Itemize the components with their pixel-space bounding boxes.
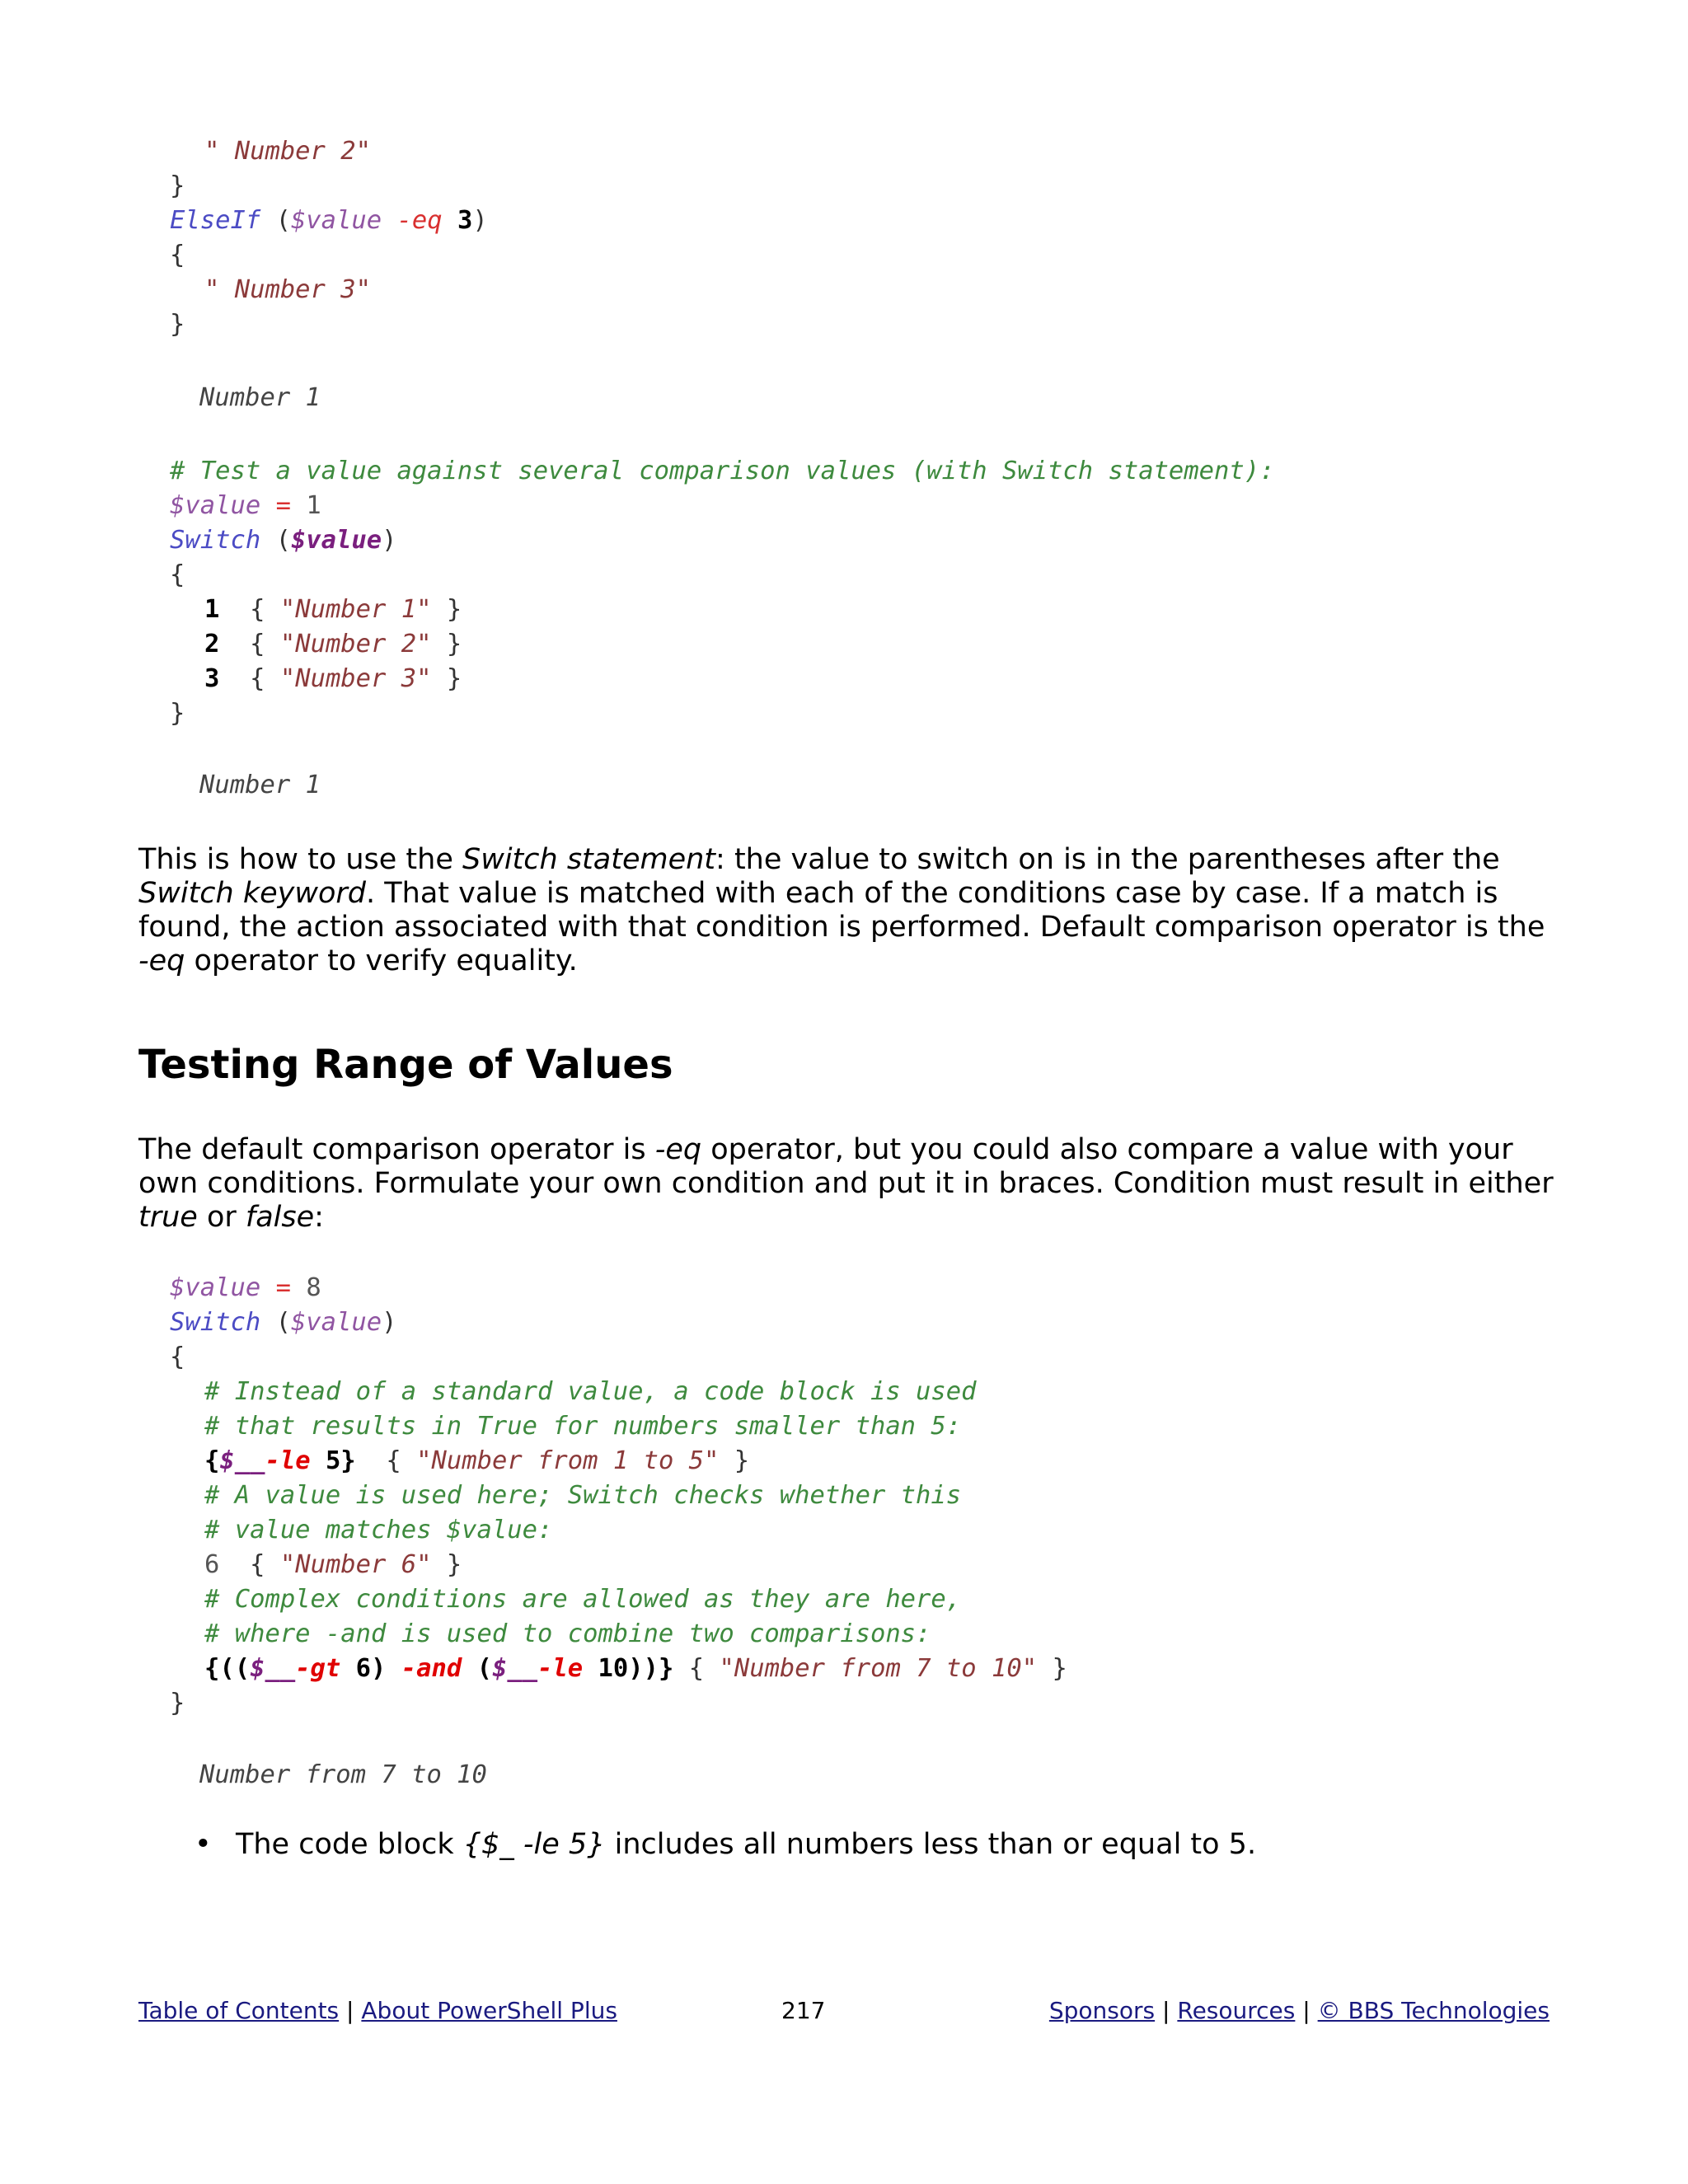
code-line [170, 558, 185, 593]
emphasis: -eq [654, 1133, 702, 1166]
code-brace: } [170, 310, 185, 339]
code-line [170, 1271, 321, 1305]
footer-left [138, 1996, 617, 2026]
code-string: " Number 3" [204, 275, 371, 304]
code-operator: -eq [396, 206, 443, 235]
emphasis: Switch statement [462, 843, 716, 876]
code-line [170, 204, 488, 238]
code-line [170, 1444, 749, 1479]
footer-link-copyright[interactable]: © BBS Technologies [1317, 1997, 1550, 2024]
code-brace: { [250, 664, 265, 693]
code-line [170, 1375, 977, 1409]
code-operator: -gt [295, 1654, 341, 1683]
code-brace: } [170, 1689, 185, 1718]
code-string: "Number 3" [279, 664, 432, 693]
code-variable: $value [290, 206, 382, 235]
emphasis: {$_ -le 5} [462, 1828, 606, 1861]
footer-link-toc[interactable]: Table of Contents [138, 1997, 340, 2024]
page-number: 217 [781, 1997, 826, 2024]
code-line [170, 1686, 185, 1721]
code-output: Number from 7 to 10 [199, 1760, 487, 1789]
code-comment: # Complex conditions are allowed as they are here, [204, 1585, 962, 1614]
code-brace: { [250, 1550, 265, 1579]
code-brace: { [170, 241, 185, 269]
emphasis: true [138, 1201, 198, 1234]
footer-link-about[interactable]: About PowerShell Plus [361, 1997, 617, 2024]
footer-separator: | [1162, 1997, 1170, 2024]
code-string: "Number 6" [279, 1550, 432, 1579]
code-variable: $value [290, 1308, 382, 1337]
code-brace: } [170, 699, 185, 728]
code-line [170, 489, 321, 523]
code-brace: { [170, 1343, 185, 1371]
code-line [170, 1409, 961, 1444]
bullet-text: The code block {$_ -le 5} includes all numbers less than or equal to 5. [236, 1828, 1257, 1861]
code-brace: } [446, 595, 462, 624]
code-paren: ) [382, 526, 397, 555]
code-brace: } [446, 664, 462, 693]
code-brace: { [250, 595, 265, 624]
code-number: 8 [306, 1273, 321, 1302]
code-paren: ) [382, 1308, 397, 1337]
code-brace: { [250, 630, 265, 658]
code-line [170, 1340, 185, 1375]
code-number: 6 [204, 1550, 220, 1579]
code-line [170, 273, 371, 307]
code-comment: # A value is used here; Switch checks whether this [204, 1481, 962, 1510]
code-paren: ( [275, 206, 291, 235]
code-brace: } [734, 1446, 750, 1475]
code-string: "Number from 7 to 10" [719, 1654, 1038, 1683]
section-heading: Testing Range of Values [138, 1042, 673, 1088]
code-line [170, 134, 371, 169]
emphasis: Switch keyword [138, 877, 367, 910]
code-keyword: Switch [170, 1308, 261, 1337]
code-line [170, 1513, 552, 1548]
case-number: 3 [204, 664, 220, 693]
code-line [170, 662, 462, 696]
code-comment: # Instead of a standard value, a code block is used [204, 1377, 977, 1406]
code-line [170, 1548, 462, 1582]
code-comment: # that results in True for numbers smaller than 5: [204, 1412, 962, 1441]
footer-link-sponsors[interactable]: Sponsors [1048, 1997, 1156, 2024]
code-line [170, 1582, 961, 1617]
code-paren: {(( [204, 1654, 251, 1683]
code-operator: -le [537, 1654, 584, 1683]
code-line [170, 696, 185, 731]
code-line [170, 593, 462, 627]
code-output: Number 1 [199, 383, 321, 412]
code-paren: ( [275, 1308, 291, 1337]
code-line [170, 454, 1274, 489]
code-variable: $value [170, 1273, 261, 1302]
code-number: 5} [325, 1446, 356, 1475]
code-number: 3 [457, 206, 473, 235]
code-variable: $value [290, 526, 382, 555]
code-brace: { [688, 1654, 705, 1683]
code-string: "Number 1" [279, 595, 432, 624]
code-line [170, 169, 185, 204]
body-paragraph: This is how to use the Switch statement: the value to switch on is in the parentheses after the Switch keyword. That value is matched with each of the conditions case by case. If a match is found, the action associated with that condition is performed. Default comparison operator is the -eq operator to verify equality. [138, 843, 1545, 977]
code-variable: $value [170, 491, 261, 520]
emphasis: -eq [138, 944, 185, 977]
code-comment: # value matches $value: [204, 1516, 553, 1544]
code-comment: # where -and is used to combine two comparisons: [204, 1619, 931, 1648]
footer-right [1049, 1996, 1550, 2026]
footer-link-resources[interactable]: Resources [1177, 1997, 1296, 2024]
emphasis: false [245, 1201, 315, 1234]
code-comment: # Test a value against several comparison values (with Switch statement): [170, 457, 1275, 485]
code-paren: ) [472, 206, 488, 235]
code-keyword: ElseIf [170, 206, 261, 235]
code-line [170, 1617, 931, 1652]
bullet-dot: • [195, 1828, 212, 1861]
code-brace: { [386, 1446, 401, 1475]
code-line [170, 307, 185, 342]
code-string: "Number 2" [279, 630, 432, 658]
body-paragraph: The default comparison operator is -eq operator, but you could also compare a value with your own conditions. Formulate your own condition and put it in braces. Condition must result in either true or false: [138, 1133, 1554, 1234]
code-line [170, 523, 397, 558]
code-operator: = [275, 1273, 291, 1302]
code-brace: } [446, 630, 462, 658]
code-brace: { [204, 1446, 220, 1475]
case-number: 1 [204, 595, 220, 624]
code-keyword: Switch [170, 526, 261, 555]
code-number: 6) [355, 1654, 387, 1683]
code-number: 10))} [598, 1654, 674, 1683]
code-paren: ( [275, 526, 291, 555]
code-operator: -le [265, 1446, 311, 1475]
code-line [170, 238, 185, 273]
code-line [170, 1479, 961, 1513]
footer-separator: | [1302, 1997, 1311, 2024]
code-operator: -and [401, 1654, 462, 1683]
code-variable: $__ [219, 1446, 265, 1475]
code-brace: } [446, 1550, 462, 1579]
code-string: "Number from 1 to 5" [416, 1446, 720, 1475]
code-output: Number 1 [199, 771, 321, 799]
code-brace: } [170, 171, 185, 200]
code-brace: } [1052, 1654, 1067, 1683]
code-brace: { [170, 560, 185, 589]
code-string: " Number 2" [204, 137, 371, 166]
code-variable: $__ [491, 1654, 538, 1683]
code-paren: ( [476, 1654, 492, 1683]
code-line [170, 1305, 397, 1340]
case-number: 2 [204, 630, 220, 658]
footer-separator: | [346, 1997, 354, 2024]
code-variable: $__ [250, 1654, 296, 1683]
code-number: 1 [306, 491, 321, 520]
code-line [170, 627, 462, 662]
code-operator: = [275, 491, 291, 520]
code-line [170, 1652, 1067, 1686]
